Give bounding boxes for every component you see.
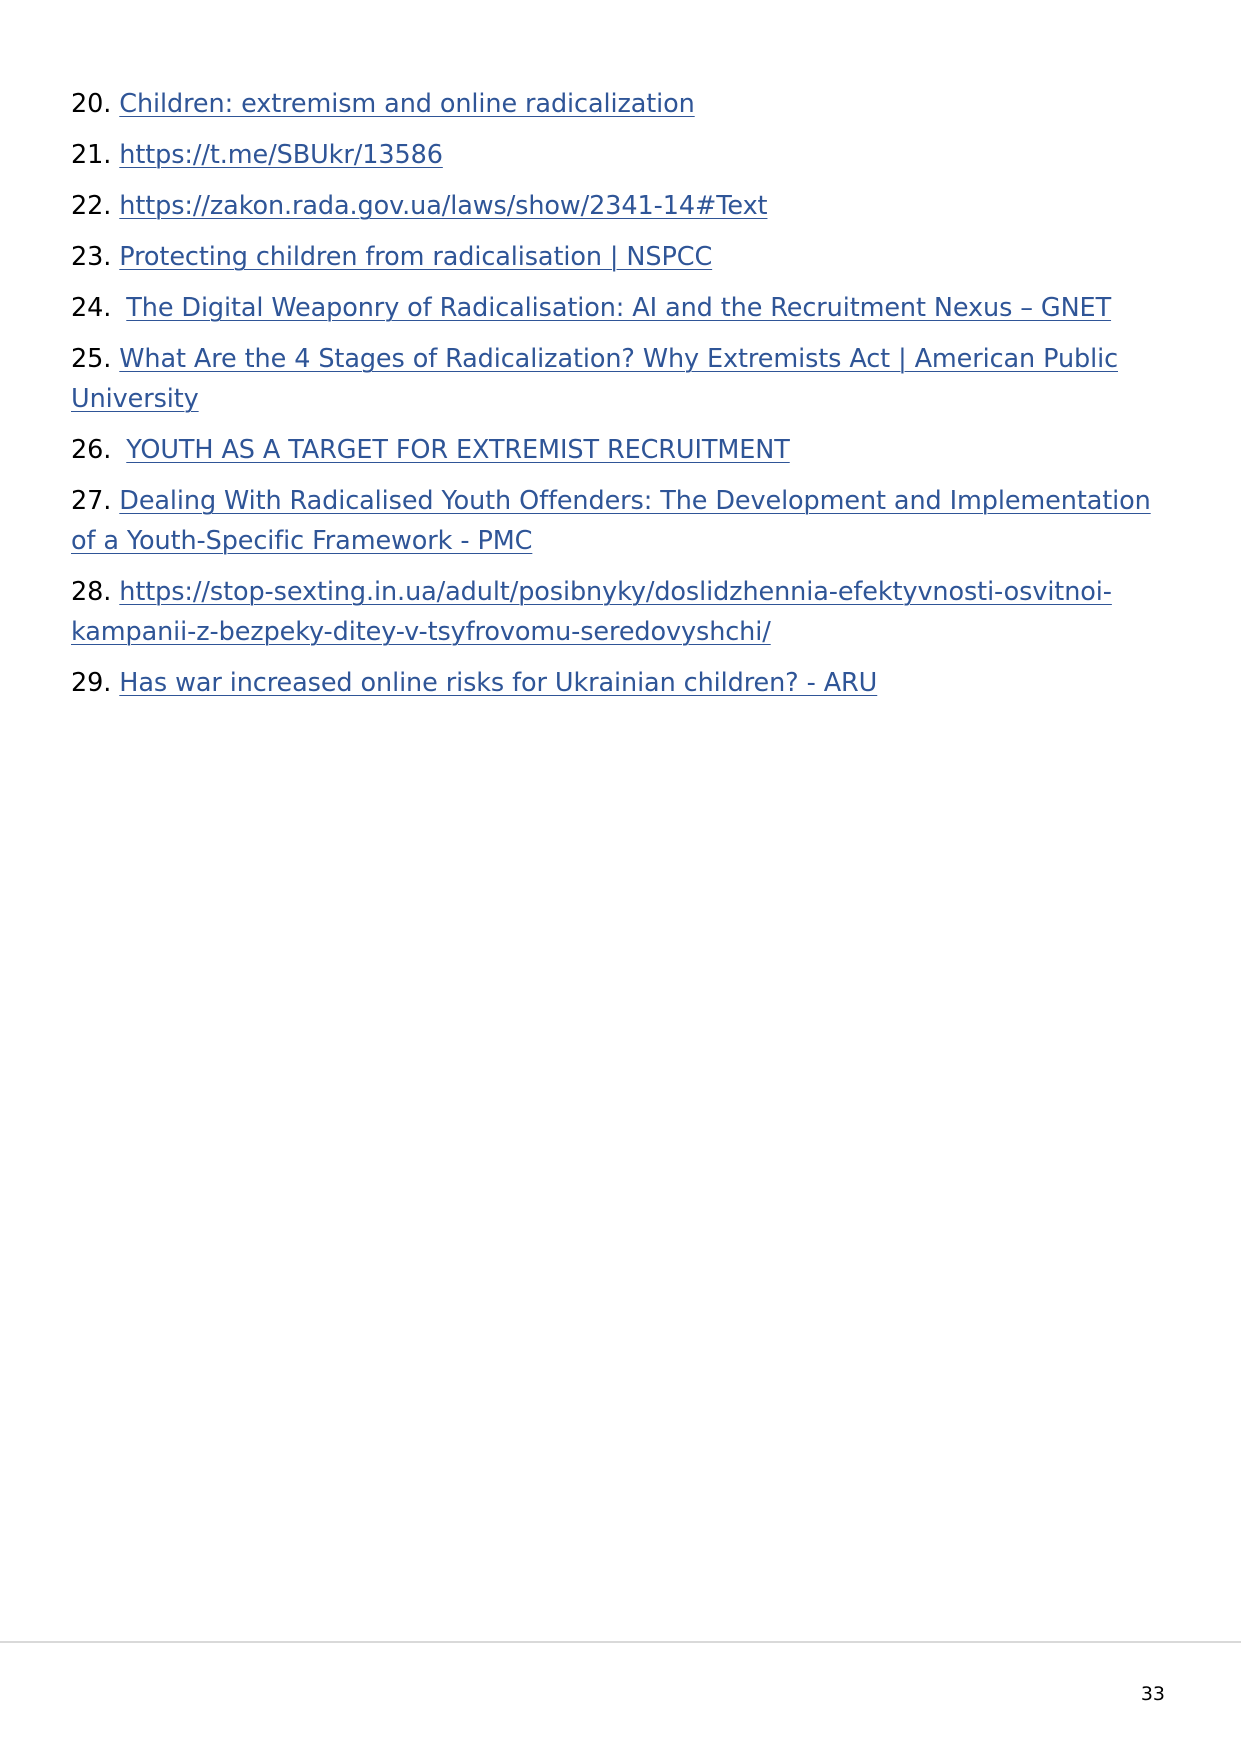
reference-link[interactable]: Children: extremism and online radicalization xyxy=(119,89,695,119)
reference-item xyxy=(71,186,1161,226)
reference-item xyxy=(71,237,1161,277)
reference-list xyxy=(71,84,1161,714)
footer-divider xyxy=(0,1641,1241,1643)
reference-number: 23. xyxy=(71,242,112,272)
page-number: 33 xyxy=(1140,1683,1165,1705)
reference-item xyxy=(71,339,1161,419)
reference-item xyxy=(71,481,1161,561)
reference-link[interactable]: https://t.me/SBUkr/13586 xyxy=(119,140,443,170)
reference-number: 21. xyxy=(71,140,112,170)
reference-number: 28. xyxy=(71,577,112,607)
reference-item xyxy=(71,288,1161,328)
reference-link[interactable]: https://stop-sexting.in.ua/adult/posibnyky/doslidzhennia-efektyvnosti-osvitnoi-kampanii-z-bezpeky-ditey-v-tsyfrovomu-seredovyshchi/ xyxy=(71,577,1112,647)
reference-number: 22. xyxy=(71,191,112,221)
reference-link[interactable]: Dealing With Radicalised Youth Offenders: The Development and Implementation of a Youth-Specific Framework - PMC xyxy=(71,486,1151,556)
reference-number: 27. xyxy=(71,486,112,516)
reference-number: 20. xyxy=(71,89,112,119)
reference-item xyxy=(71,663,1161,703)
reference-number: 25. xyxy=(71,344,112,374)
reference-item xyxy=(71,572,1161,652)
reference-link[interactable]: What Are the 4 Stages of Radicalization? Why Extremists Act | American Public University xyxy=(71,344,1118,414)
reference-link[interactable]: The Digital Weaponry of Radicalisation: AI and the Recruitment Nexus – GNET xyxy=(126,293,1112,323)
reference-number: 26. xyxy=(71,435,112,465)
reference-item xyxy=(71,430,1161,470)
reference-link[interactable]: YOUTH AS A TARGET FOR EXTREMIST RECRUITMENT xyxy=(126,435,790,465)
reference-item xyxy=(71,135,1161,175)
reference-number: 24. xyxy=(71,293,112,323)
reference-number: 29. xyxy=(71,668,112,698)
reference-link[interactable]: Protecting children from radicalisation | NSPCC xyxy=(119,242,713,272)
reference-item xyxy=(71,84,1161,124)
reference-link[interactable]: Has war increased online risks for Ukrainian children? - ARU xyxy=(119,668,878,698)
reference-link[interactable]: https://zakon.rada.gov.ua/laws/show/2341-14#Text xyxy=(119,191,768,221)
